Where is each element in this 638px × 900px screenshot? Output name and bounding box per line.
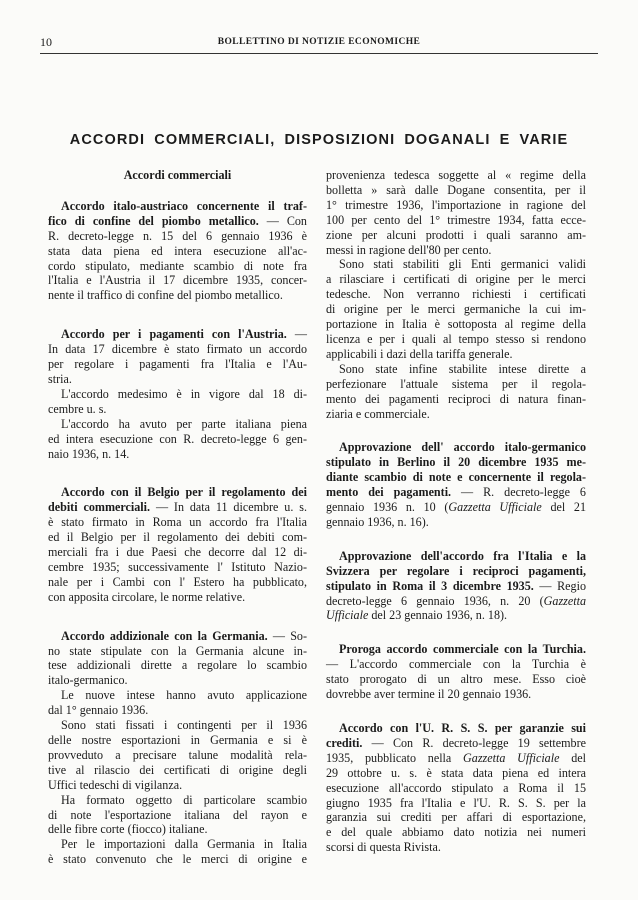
text: Sono stati fissati i contingenti per il 1936: [61, 718, 307, 733]
text-line: [326, 287, 586, 302]
text-line: [326, 183, 586, 198]
text: 1° trimestre 1936, l'importazione in ragione del: [326, 197, 586, 212]
text: decreto-legge 6 gennaio 1936, n. 20 (: [326, 593, 544, 608]
text: dal 1° gennaio 1936.: [48, 703, 149, 718]
text: portazione in Italia è sottoposta al regime della: [326, 317, 586, 332]
text-line: [48, 718, 307, 733]
article-section: [326, 642, 586, 702]
text-line: [48, 703, 307, 718]
text: è stato firmato in Roma un accordo fra l'Italia: [48, 515, 307, 530]
right-column: [326, 168, 586, 874]
text-line: [48, 342, 307, 357]
article-section: [326, 549, 586, 624]
text-line: [48, 259, 307, 274]
text: Sono stati stabiliti gli Enti germanici validi: [339, 257, 586, 272]
text-line: [326, 642, 586, 657]
text-line: [326, 579, 586, 594]
text: cordo stipulato, mediante scambio di note fra: [48, 258, 307, 273]
text-line: [48, 500, 307, 515]
bold-text: Accordo addizionale con la Germania.: [61, 628, 268, 643]
text-line: [48, 793, 307, 808]
text: cembre u. s.: [48, 401, 107, 416]
text-line: [326, 564, 586, 579]
text-line: [48, 402, 307, 417]
text: — Con R. decreto-legge 19 settembre: [362, 735, 586, 750]
text-line: [326, 347, 586, 362]
page-number: 10: [40, 35, 52, 49]
article-section: [48, 485, 307, 604]
text: di origine per le merci germaniche la cui im-: [326, 302, 586, 317]
text-line: [326, 810, 586, 825]
text: ziaria e commerciale.: [326, 406, 430, 421]
text: — Regio: [533, 578, 586, 593]
text-line: [48, 199, 307, 214]
text: stata data piena ed intera esecuzione all'ac-: [48, 243, 307, 258]
text: naio 1936, n. 14.: [48, 446, 130, 461]
text: —: [286, 327, 307, 342]
text-line: [48, 387, 307, 402]
paragraph: [326, 549, 586, 624]
text-line: [326, 228, 586, 243]
bold-text: stipulato in Berlino il 20 dicembre 1935 me-: [326, 455, 586, 470]
bold-text: debiti commerciali.: [48, 500, 151, 515]
text: bolletta » sarà dalle Dogane consentita, per il: [326, 182, 586, 197]
bold-text: Proroga accordo commerciale con la Turchia.: [339, 642, 586, 657]
paragraph: [48, 387, 307, 417]
text: dovrebbe aver termine il 20 gennaio 1936.: [326, 687, 532, 702]
article-section: [326, 721, 586, 855]
article-section: [326, 168, 586, 421]
text-line: [48, 590, 307, 605]
bold-text: Svizzera per regolare i reciproci pagamenti,: [326, 563, 586, 578]
text-line: [326, 687, 586, 702]
text: licenza e per i quali al tempo stesso si rendono: [326, 331, 586, 346]
text-line: [48, 688, 307, 703]
text: L'accordo ha avuto per parte italiana piena: [61, 416, 307, 431]
page-title: ACCORDI COMMERCIALI, DISPOSIZIONI DOGANALI E VARIE: [69, 132, 569, 148]
text: provveduto a precisare talune modalità rela-: [48, 747, 307, 762]
paragraph: [48, 485, 307, 604]
text-line: [326, 407, 586, 422]
text: Le nuove intese hanno avuto applicazione: [61, 688, 307, 703]
text: l'Italia e l'Austria il 17 dicembre 1935, concer-: [48, 273, 307, 288]
bold-text: Approvazione dell'accordo fra l'Italia e la: [339, 548, 586, 563]
italic-text: Gazzetta Ufficiale: [448, 500, 542, 515]
text: Per le importazioni dalla Germania in Italia: [61, 837, 307, 852]
text-line: [326, 213, 586, 228]
text: cembre 1935; successivamente l' Istituto Nazio-: [48, 559, 307, 574]
text: — So-: [267, 628, 307, 643]
text: — Con: [258, 213, 307, 228]
text: ed intera esecuzione con R. decreto-legge 6 gen-: [48, 431, 307, 446]
text-line: [48, 658, 307, 673]
text: — R. decreto-legge 6: [451, 485, 586, 500]
paragraph: [326, 257, 586, 361]
text-line: [48, 545, 307, 560]
text: — L'accordo commerciale con la Turchia è: [326, 657, 586, 672]
text-line: [326, 455, 586, 470]
section-heading: Accordi commerciali: [123, 168, 232, 182]
text-line: [48, 822, 307, 837]
paragraph: [326, 440, 586, 529]
bold-text: Accordo italo-austriaco concernente il traf-: [61, 198, 307, 213]
paragraph: [48, 837, 307, 867]
italic-text: Ufficiale: [326, 608, 369, 623]
text: è stato convenuto che le merci di origine e: [48, 852, 307, 867]
text-line: [48, 778, 307, 793]
bold-text: diante scambio di note e concernente il regola-: [326, 470, 586, 485]
bold-text: fico di confine del piombo metallico.: [48, 213, 259, 228]
text-line: [326, 608, 586, 623]
article-section: [48, 629, 307, 868]
text-line: [48, 852, 307, 867]
text: giugno 1935 fra l'Italia e l'U. R. S. S. per la: [326, 795, 586, 810]
text: ed il Belgio per il regolamento dei debiti com-: [48, 530, 307, 545]
bold-text: Accordo con il Belgio per il regolamento dei: [61, 485, 307, 500]
text-line: [48, 372, 307, 387]
text: esecuzione all'accordo stipulato a Roma il 15: [326, 780, 586, 795]
text-line: [48, 214, 307, 229]
text: con apposita circolare, le norme relative.: [48, 589, 246, 604]
paragraph: [326, 721, 586, 855]
article-section: [326, 440, 586, 529]
text-line: [326, 440, 586, 455]
text: gennaio 1936, n. 16).: [326, 514, 429, 529]
text: tese addizionali dirette a regolare lo scambio: [48, 658, 307, 673]
text-line: [48, 515, 307, 530]
article-section: [48, 199, 307, 303]
text-line: [326, 168, 586, 183]
text-line: [326, 302, 586, 317]
text: provenienza tedesca soggette al « regime della: [326, 168, 586, 182]
text: scorsi di questa Rivista.: [326, 840, 441, 855]
paragraph: [48, 793, 307, 838]
text-line: [48, 530, 307, 545]
text-line: [48, 748, 307, 763]
text-line: [48, 327, 307, 342]
text-line: [326, 515, 586, 530]
text: italo-germanico.: [48, 673, 128, 688]
text: stato prorogato di un altro mese. Esso cioè: [326, 672, 586, 687]
text: per regolare i pagamenti fra l'Italia e l'Au-: [48, 357, 307, 372]
text-line: [326, 500, 586, 515]
text: nente il traffico di confine del piombo metallico.: [48, 288, 283, 303]
paragraph: [326, 168, 586, 257]
text-line: [48, 837, 307, 852]
running-head: BOLLETTINO DI NOTIZIE ECONOMICHE: [217, 37, 421, 47]
text-line: [326, 392, 586, 407]
text-line: [48, 485, 307, 500]
text-line: [326, 657, 586, 672]
text-line: [326, 549, 586, 564]
text-line: [326, 362, 586, 377]
text-line: [326, 721, 586, 736]
italic-text: Gazzetta Ufficiale: [463, 750, 560, 765]
text-line: [48, 417, 307, 432]
article-section: [48, 327, 307, 461]
text: del: [559, 750, 586, 765]
text-line: [48, 447, 307, 462]
bold-text: Accordo con l'U. R. S. S. per garanzie sui: [339, 721, 586, 735]
paragraph: [48, 199, 307, 303]
text-line: [48, 273, 307, 288]
text-line: [326, 825, 586, 840]
paragraph: [48, 629, 307, 689]
text-line: [326, 485, 586, 500]
text: 100 per cento del 1° trimestre 1934, fatta ecce-: [326, 212, 586, 227]
text-line: [326, 672, 586, 687]
text-line: [326, 736, 586, 751]
text: garanzia sui crediti per affari di esportazione,: [326, 810, 586, 825]
text-line: [326, 781, 586, 796]
text: messi in ragione dell'80 per cento.: [326, 242, 492, 257]
text: 29 ottobre u. s. è stata data piena ed intera: [326, 765, 586, 780]
text: delle nostre esportazioni in Germania e si è: [48, 733, 307, 747]
text: perfezionare l'attuale sistema per il regola-: [326, 376, 586, 391]
bold-text: stipulato in Roma il 3 dicembre 1935.: [326, 578, 534, 593]
text-line: [326, 243, 586, 258]
bold-text: Approvazione dell' accordo italo-germanico: [339, 440, 586, 455]
paragraph: [48, 327, 307, 387]
text: R. decreto-legge n. 15 del 6 gennaio 1936 è: [48, 228, 307, 243]
text: — In data 11 dicembre u. s.: [150, 500, 307, 515]
text-line: [326, 796, 586, 811]
text-line: [326, 766, 586, 781]
text: mento dei pagamenti reciproci di natura finan-: [326, 391, 586, 406]
text-line: [326, 594, 586, 609]
text: e del quale abbiamo dato notizia nei numeri: [326, 825, 586, 840]
text: del 21: [541, 500, 587, 515]
text-line: [48, 432, 307, 447]
text-line: [48, 229, 307, 244]
text-line: [326, 272, 586, 287]
text-line: [326, 257, 586, 272]
text-line: [326, 332, 586, 347]
italic-text: Gazzetta: [543, 593, 586, 608]
paragraph: [48, 718, 307, 793]
paragraph: [48, 417, 307, 462]
text-line: [48, 733, 307, 748]
text: del 23 gennaio 1936, n. 18).: [368, 608, 508, 623]
text: no state stipulate con la Germania alcune in-: [48, 643, 307, 658]
text: In data 17 dicembre è stato firmato un accordo: [48, 342, 307, 357]
text: delle fibre corte (fiocco) italiane.: [48, 822, 208, 837]
text-line: [48, 644, 307, 659]
text: stria.: [48, 371, 72, 386]
text: zione per alcuni prodotti i quali saranno am-: [326, 227, 586, 242]
paragraph: [48, 688, 307, 718]
text-line: [48, 629, 307, 644]
text: Uffici tedeschi di vigilanza.: [48, 777, 183, 792]
header-rule: [40, 53, 598, 54]
text: di note l'esportazione italiana del rayon e: [48, 807, 307, 822]
text: merciali fra i due Paesi che decorre dal 12 di-: [48, 545, 307, 560]
bold-text: mento dei pagamenti.: [326, 485, 452, 500]
text: 1935, pubblicato nella: [326, 750, 464, 765]
text: gennaio 1936 n. 10 (: [326, 500, 449, 515]
text: tedesche. Non verranno richiesti i certificati: [326, 287, 586, 302]
text: a rilasciare i certificati di origine per le merci: [326, 272, 586, 287]
text: tive al rilascio dei certificati di origine degli: [48, 762, 307, 777]
text: applicabili i dazi della tariffa generale.: [326, 346, 513, 361]
text-line: [48, 244, 307, 259]
text-line: [326, 470, 586, 485]
bold-text: Accordo per i pagamenti con l'Austria.: [61, 327, 287, 342]
text-line: [326, 751, 586, 766]
text-line: [326, 198, 586, 213]
text-line: [48, 288, 307, 303]
text: nale per i Cambi con l' Estero ha pubblicato,: [48, 574, 307, 589]
text-line: [326, 840, 586, 855]
paragraph: [326, 642, 586, 702]
text: L'accordo medesimo è in vigore dal 18 di-: [61, 386, 307, 401]
text-line: [48, 673, 307, 688]
text-line: [48, 808, 307, 823]
left-column: [48, 168, 307, 891]
text-line: [48, 575, 307, 590]
text-line: [326, 317, 586, 332]
text: Ha formato oggetto di particolare scambio: [61, 792, 307, 807]
text-line: [48, 763, 307, 778]
text-line: [326, 377, 586, 392]
text: Sono state infine stabilite intese dirette a: [339, 361, 586, 376]
text-line: [48, 357, 307, 372]
bold-text: crediti.: [326, 735, 363, 750]
text-line: [48, 560, 307, 575]
paragraph: [326, 362, 586, 422]
